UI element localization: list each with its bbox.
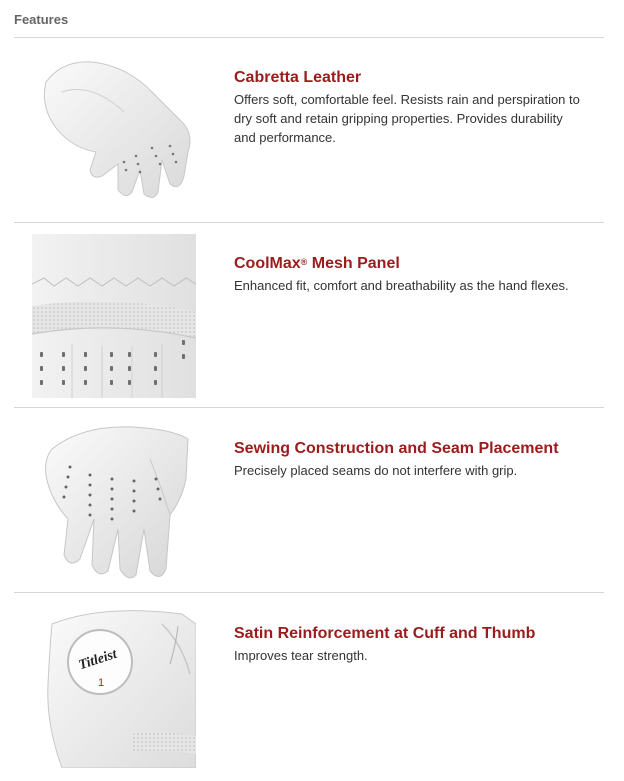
glove-palm-image xyxy=(32,52,196,216)
feature-title: CoolMax® Mesh Panel xyxy=(234,255,400,272)
feature-description: Enhanced fit, comfort and breathability as the hand flexes. xyxy=(234,278,569,293)
feature-title: Cabretta Leather xyxy=(234,69,362,86)
feature-description: Offers soft, comfortable feel. Resists rain and perspiration to dry soft and retain gripping properties. Provides durability and performance. xyxy=(234,92,580,145)
feature-item-sewing-construction xyxy=(0,419,624,587)
feature-title: Sewing Construction and Seam Placement xyxy=(234,440,559,457)
titleist-logo: Titleist xyxy=(76,646,119,674)
feature-description: Precisely placed seams do not interfere with grip. xyxy=(234,463,518,478)
feature-description: Improves tear strength. xyxy=(234,648,368,663)
glove-fingers-image xyxy=(32,419,196,583)
logo-number: 1 xyxy=(98,677,105,689)
divider xyxy=(14,592,604,593)
feature-title: Satin Reinforcement at Cuff and Thumb xyxy=(234,625,536,642)
feature-item-cabretta-leather xyxy=(0,52,624,220)
divider xyxy=(14,407,604,408)
divider xyxy=(14,222,604,223)
feature-item-coolmax-mesh-panel xyxy=(0,234,624,402)
section-title: Features xyxy=(14,12,69,27)
glove-cuff-image xyxy=(32,604,196,768)
glove-mesh-image xyxy=(32,234,196,398)
divider xyxy=(14,37,604,38)
feature-item-satin-reinforcement xyxy=(0,604,624,774)
